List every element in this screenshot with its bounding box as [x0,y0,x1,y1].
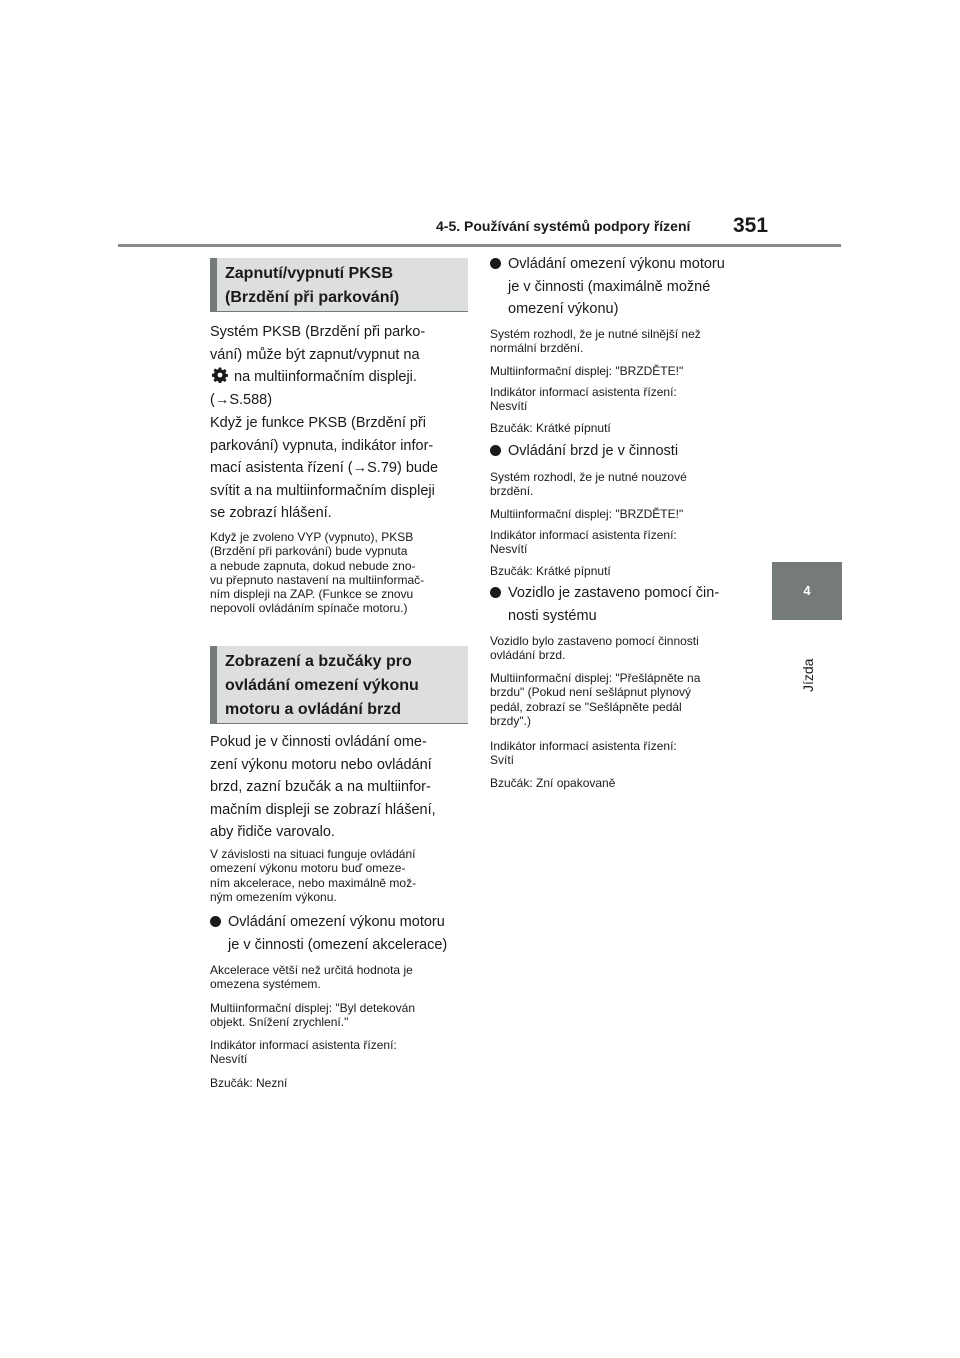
text-line: vu přepnuto nastavení na multiinformač- [210,572,425,587]
text-line: Multiinformační displej: "Byl detekován [210,1001,416,1015]
text-line: Indikátor informací asistenta řízení: [490,528,677,542]
text-line: Indikátor informací asistenta řízení: [490,739,677,753]
bullet-brake-control [490,440,678,463]
section-heading-displays-buzzers [210,646,468,724]
text-line: aby řidiče varovalo. [210,824,335,840]
heading-line: ovládání omezení výkonu [225,677,419,694]
text-line: Nesvítí [490,542,528,557]
text-line: (Brzdění při parkování) bude vypnuta [210,544,408,559]
text-line: Ovládání omezení výkonu motoru [508,256,725,272]
text-line: je v činnosti (maximálně možné [508,278,711,295]
detail-text [490,739,677,768]
bullet-acceleration-limit [210,911,447,956]
text-line: mací asistenta řízení (→S.79) bude [210,460,439,476]
text-line: Vozidlo je zastaveno pomocí čin- [508,585,720,601]
detail-text [210,1038,397,1067]
paragraph-buzzer-intro [210,731,436,844]
text-line: zení výkonu motoru nebo ovládání [210,756,432,773]
detail-text [490,528,677,557]
text-line: Ovládání omezení výkonu motoru [228,914,445,930]
bullet-icon [490,445,501,456]
text-line: a nebude zapnuta, dokud nebude zno- [210,558,416,573]
text-line: omezení výkonu) [508,301,619,317]
text-line: se zobrazí hlášení. [210,505,332,521]
text-line: Pokud je v činnosti ovládání ome- [210,734,427,750]
text-line: Svítí [490,753,515,768]
detail-text [490,671,700,728]
detail-text [490,364,683,378]
text-line: parkování) vypnuta, indikátor infor- [210,437,434,454]
bullet-icon [490,258,501,269]
text-line: Akcelerace větší než určitá hodnota je [210,963,413,977]
detail-text [490,470,687,499]
text-line: ním akcelerace, nebo maximálně mož- [210,875,417,890]
text-line: Systém rozhodl, že je nutné nouzové [490,470,687,484]
text-line: brzd, zazní bzučák a na multiinfor- [210,779,431,795]
text-line: Bzučák: Krátké pípnutí [490,564,611,578]
text-line: omezení výkonu motoru buď omeze- [210,861,406,876]
text-line: Multiinformační displej: "Přešlápněte na [490,671,701,685]
text-line: omezena systémem. [210,977,321,992]
text-line: Nesvítí [490,399,528,414]
detail-text [210,1076,287,1090]
detail-text [490,776,615,790]
text-line: mačním displeji se zobrazí hlášení, [210,801,436,818]
bullet-icon [210,916,221,927]
text-line: Když je funkce PKSB (Brzdění při [210,415,426,431]
section-heading-pksb [210,258,468,312]
header-rule [118,244,841,247]
chapter-tab: 4 [772,562,842,620]
paragraph-pksb-toggle [210,321,425,411]
text-line: brzdy".) [490,713,531,728]
text-line: nosti systému [508,607,597,624]
text-line: normální brzdění. [490,341,584,356]
text-line: ným omezením výkonu. [210,889,337,904]
detail-text [210,1001,415,1030]
text-line: Ovládání brzd je v činnosti [508,443,679,459]
text-line: Bzučák: Nezní [210,1076,288,1090]
heading-line: Zapnutí/vypnutí PKSB [225,265,393,282]
text-line: je v činnosti (omezení akcelerace) [228,936,448,953]
text-line: Multiinformační displej: "BRZDĚTE!" [490,364,684,378]
text-line: na multiinformačním displeji. [234,369,417,385]
heading-line: motoru a ovládání brzd [225,701,402,718]
paragraph-pksb-off [210,412,438,525]
text-line: vání) může být zapnut/vypnut na [210,346,420,363]
text-line: Indikátor informací asistenta řízení: [490,385,677,399]
text-line: Bzučák: Krátké pípnutí [490,421,611,435]
page-reference: (→S.588) [210,391,273,408]
text-line: ovládání brzd. [490,648,566,663]
text-line: Vozidlo bylo zastaveno pomocí činnosti [490,634,699,648]
heading-line: Zobrazení a bzučáky pro [225,653,412,670]
text-line: brzdění. [490,484,534,499]
page-number: 351 [733,214,769,237]
text-line: V závislosti na situaci funguje ovládání [210,847,416,861]
text-line: Systém PKSB (Brzdění při parko- [210,324,426,340]
text-line: svítit a na multiinformačním displeji [210,482,435,499]
text-line: Nesvítí [210,1052,248,1067]
bullet-icon [490,587,501,598]
note-pksb-off [210,530,424,616]
running-header: 4-5. Používání systémů podpory řízení [436,218,691,234]
text-line: Multiinformační displej: "BRZDĚTE!" [490,507,684,521]
bullet-vehicle-stopped [490,582,719,627]
gear-icon [212,367,228,383]
text-line: ním displeji na ZAP. (Funkce se znovu [210,587,414,602]
detail-text [490,421,611,435]
text-line: Když je zvoleno VYP (vypnuto), PKSB [210,530,414,544]
text-line: brzdu" (Pokud není sešlápnut plynový [490,685,692,700]
detail-text [210,963,413,992]
text-line: pedál, zobrazí se "Sešlápněte pedál [490,699,682,714]
bullet-max-power-limit [490,253,725,321]
heading-line: (Brzdění při parkování) [225,289,400,306]
text-line: Indikátor informací asistenta řízení: [210,1038,397,1052]
detail-text [490,564,611,578]
text-line: nepovolí ovládáním spínače motoru.) [210,601,408,616]
text-line: Bzučák: Zní opakovaně [490,776,616,790]
detail-text [490,634,699,663]
detail-text [490,507,683,521]
detail-text [490,385,677,414]
text-line: objekt. Snížení zrychlení." [210,1015,349,1030]
note-limitation [210,847,416,904]
chapter-name: Jízda [800,658,816,692]
detail-text [490,327,701,356]
text-line: Systém rozhodl, že je nutné silnější než [490,327,701,341]
